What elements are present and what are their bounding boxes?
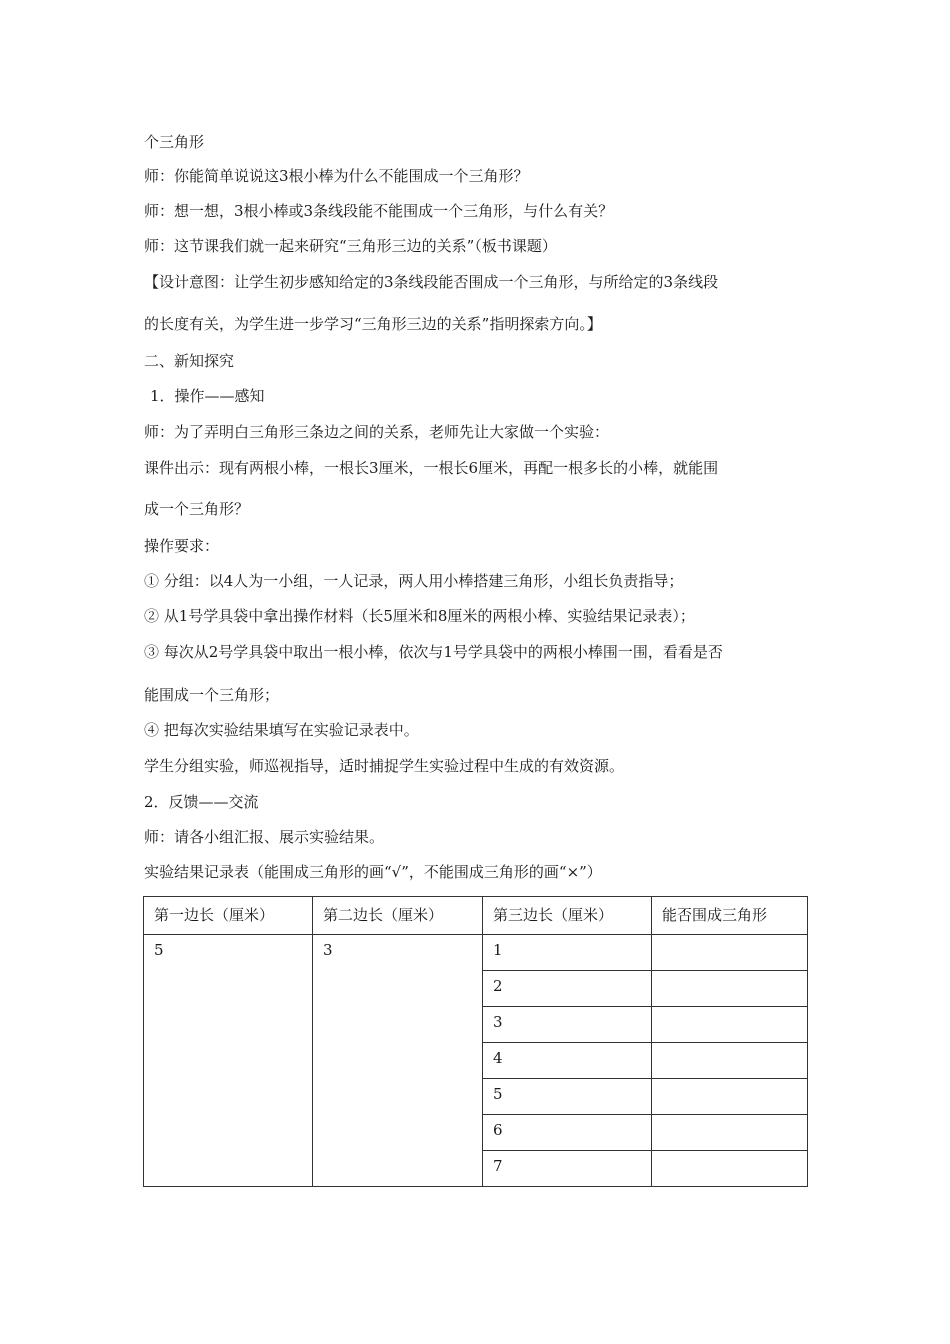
- paragraph: 师：你能简单说说这3根小棒为什么不能围成一个三角形？: [144, 167, 529, 185]
- table-row: [144, 935, 808, 971]
- paragraph: 操作要求：: [144, 537, 220, 555]
- third-side-cell: 3: [483, 1007, 652, 1043]
- table-caption: 实验结果记录表（能围成三角形的画“√”，不能围成三角形的画“×”）: [144, 863, 602, 881]
- result-cell[interactable]: [652, 935, 808, 971]
- list-item-continuation: 能围成一个三角形；: [144, 686, 280, 704]
- third-side-cell: 2: [483, 971, 652, 1007]
- paragraph: 成一个三角形？: [144, 500, 250, 518]
- third-side-cell: 1: [483, 935, 652, 971]
- header-first-side: 第一边长（厘米）: [144, 897, 313, 935]
- third-side-cell: 5: [483, 1079, 652, 1115]
- list-item: ① 分组：以4人为一小组，一人记录，两人用小棒搭建三角形，小组长负责指导；: [144, 572, 684, 590]
- paragraph: 课件出示：现有两根小棒，一根长3厘米，一根长6厘米，再配一根多长的小棒，就能围: [144, 459, 719, 477]
- paragraph: 师：请各小组汇报、展示实验结果。: [144, 828, 385, 846]
- design-intent-line-2: 的长度有关，为学生进一步学习“三角形三边的关系”指明探索方向。】: [144, 315, 602, 333]
- first-side-cell: 5: [144, 935, 313, 1187]
- result-cell[interactable]: [652, 971, 808, 1007]
- result-cell[interactable]: [652, 1079, 808, 1115]
- subsection-heading: 1．操作——感知: [150, 387, 265, 405]
- header-third-side: 第三边长（厘米）: [483, 897, 652, 935]
- third-side-cell: 6: [483, 1115, 652, 1151]
- result-cell[interactable]: [652, 1007, 808, 1043]
- section-heading: 二、新知探究: [144, 352, 235, 370]
- subsection-heading: 2．反馈——交流: [144, 793, 259, 811]
- second-side-cell: 3: [313, 935, 483, 1187]
- paragraph: 个三角形: [144, 133, 205, 151]
- paragraph: 师：这节课我们就一起来研究“三角形三边的关系”（板书课题）: [144, 237, 557, 255]
- result-cell[interactable]: [652, 1115, 808, 1151]
- paragraph: 师：为了弄明白三角形三条边之间的关系，老师先让大家做一个实验：: [144, 423, 610, 441]
- paragraph: 学生分组实验，师巡视指导，适时捕捉学生实验过程中生成的有效资源。: [144, 757, 625, 775]
- header-second-side: 第二边长（厘米）: [313, 897, 483, 935]
- table-header-row: [144, 897, 808, 935]
- third-side-cell: 4: [483, 1043, 652, 1079]
- list-item: ③ 每次从2号学具袋中取出一根小棒，依次与1号学具袋中的两根小棒围一围，看看是否: [144, 643, 723, 661]
- list-item: ② 从1号学具袋中拿出操作材料（长5厘米和8厘米的两根小棒、实验结果记录表）；: [144, 607, 695, 625]
- result-cell[interactable]: [652, 1151, 808, 1187]
- paragraph: 师：想一想，3根小棒或3条线段能不能围成一个三角形，与什么有关？: [144, 202, 614, 220]
- design-intent-line-1: 【设计意图：让学生初步感知给定的3条线段能否围成一个三角形，与所给定的3条线段: [144, 273, 719, 291]
- result-cell[interactable]: [652, 1043, 808, 1079]
- header-result: 能否围成三角形: [652, 897, 808, 935]
- list-item: ④ 把每次实验结果填写在实验记录表中。: [144, 721, 419, 739]
- third-side-cell: 7: [483, 1151, 652, 1187]
- experiment-record-table: [143, 896, 808, 1187]
